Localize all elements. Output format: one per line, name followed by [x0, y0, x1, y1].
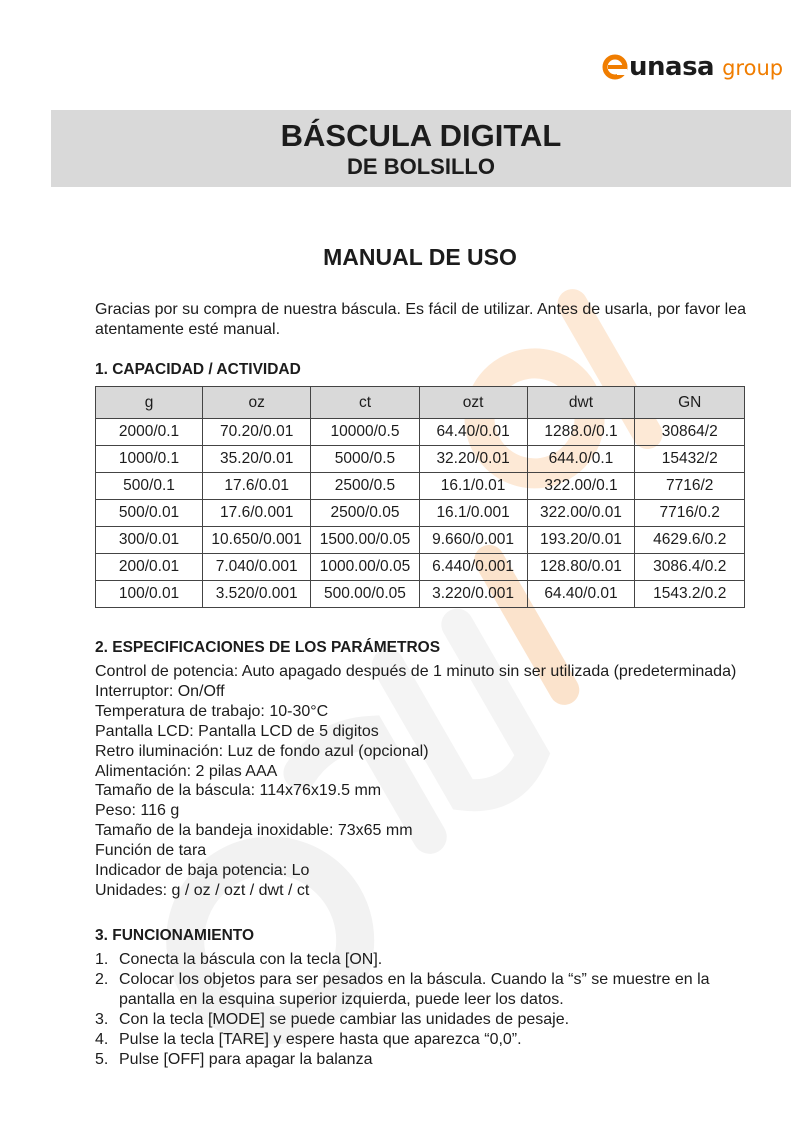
table-cell: 193.20/0.01 [527, 527, 635, 554]
table-cell: 10000/0.5 [311, 419, 419, 446]
table-cell: 5000/0.5 [311, 446, 419, 473]
parameter-line: Función de tara [95, 842, 207, 860]
parameter-line: Control de potencia: Auto apagado después de 1 minuto sin ser utilizada (predeterminada) [95, 663, 737, 680]
parameters-list [95, 662, 755, 901]
manual-title: MANUAL DE USO [323, 244, 517, 270]
list-item [95, 1010, 750, 1030]
table-cell: 32.20/0.01 [419, 446, 527, 473]
table-cell: 6.440/0.001 [419, 554, 527, 581]
parameter-line: Interruptor: On/Off [95, 682, 225, 700]
parameter-line: Retro iluminación: Luz de fondo azul (opcional) [95, 742, 429, 760]
parameter-line: Unidades: g / oz / ozt / dwt / ct [95, 881, 310, 899]
table-cell: 7.040/0.001 [203, 554, 311, 581]
table-row [96, 581, 745, 608]
table-row [96, 527, 745, 554]
table-row [96, 419, 745, 446]
table-cell: 2500/0.05 [311, 500, 419, 527]
list-item [95, 950, 750, 970]
table-cell: 644.0/0.1 [527, 446, 635, 473]
parameter-line: Tamaño de la báscula: 114x76x19.5 mm [95, 782, 382, 800]
parameter-line: Tamaño de la bandeja inoxidable: 73x65 mm [95, 822, 413, 840]
column-header: ozt [419, 387, 527, 419]
table-cell: 64.40/0.01 [419, 419, 527, 446]
table-cell: 17.6/0.01 [203, 473, 311, 500]
table-cell: 3.520/0.001 [203, 581, 311, 608]
parameter-line: Alimentación: 2 pilas AAA [95, 762, 278, 780]
brand-e-icon [602, 54, 628, 80]
table-cell: 16.1/0.01 [419, 473, 527, 500]
step-text: Con la tecla [MODE] se puede cambiar las unidades de pesaje. [119, 1010, 570, 1028]
table-row [96, 473, 745, 500]
table-cell: 9.660/0.001 [419, 527, 527, 554]
column-header: ct [311, 387, 419, 419]
table-cell: 17.6/0.001 [203, 500, 311, 527]
table-cell: 10.650/0.001 [203, 527, 311, 554]
table-cell: 322.00/0.01 [527, 500, 635, 527]
table-header-row [96, 387, 745, 419]
table-cell: 1288.0/0.1 [527, 419, 635, 446]
table-cell: 500/0.1 [96, 473, 203, 500]
table-cell: 300/0.01 [96, 527, 203, 554]
table-cell: 2000/0.1 [96, 419, 203, 446]
list-item [95, 970, 750, 1010]
table-cell: 3086.4/0.2 [635, 554, 745, 581]
table-cell: 1000/0.1 [96, 446, 203, 473]
step-number: 1. [95, 951, 109, 968]
section-3-heading: 3. FUNCIONAMIENTO [95, 927, 255, 944]
column-header: oz [203, 387, 311, 419]
step-text: Pulse [OFF] para apagar la balanza [119, 1050, 373, 1068]
parameter-line: Temperatura de trabajo: 10-30°C [95, 702, 329, 720]
table-cell: 64.40/0.01 [527, 581, 635, 608]
table-cell: 35.20/0.01 [203, 446, 311, 473]
table-cell: 7716/0.2 [635, 500, 745, 527]
brand-logo [602, 48, 783, 80]
parameter-line: Peso: 116 g [95, 802, 180, 820]
table-cell: 1000.00/0.05 [311, 554, 419, 581]
table-cell: 500.00/0.05 [311, 581, 419, 608]
column-header: dwt [527, 387, 635, 419]
brand-name: unasa [629, 52, 715, 82]
title-banner [51, 110, 791, 187]
column-header: g [96, 387, 203, 419]
step-number: 3. [95, 1010, 109, 1028]
table-cell: 16.1/0.001 [419, 500, 527, 527]
parameter-line: Pantalla LCD: Pantalla LCD de 5 digitos [95, 722, 379, 740]
document-title: BÁSCULA DIGITAL [280, 118, 562, 153]
capacity-table [95, 386, 745, 608]
table-cell: 2500/0.5 [311, 473, 419, 500]
table-cell: 128.80/0.01 [527, 554, 635, 581]
table-cell: 4629.6/0.2 [635, 527, 745, 554]
brand-suffix: group [722, 56, 784, 80]
table-cell: 1500.00/0.05 [311, 527, 419, 554]
step-text: Pulse la tecla [TARE] y espere hasta que aparezca “0,0”. [119, 1030, 522, 1048]
table-cell: 1543.2/0.2 [635, 581, 745, 608]
step-text: Conecta la báscula con la tecla [ON]. [119, 951, 383, 968]
list-item [95, 1030, 750, 1050]
table-row [96, 446, 745, 473]
table-cell: 500/0.01 [96, 500, 203, 527]
table-cell: 15432/2 [635, 446, 745, 473]
section-2-heading: 2. ESPECIFICACIONES DE LOS PARÁMETROS [95, 639, 441, 656]
intro-paragraph: Gracias por su compra de nuestra báscula. Es fácil de utilizar. Antes de usarla, por favor lea atentamente esté manual. [95, 301, 746, 338]
table-cell: 100/0.01 [96, 581, 203, 608]
section-1-heading: 1. CAPACIDAD / ACTIVIDAD [95, 361, 301, 378]
parameter-line: Indicador de baja potencia: Lo [95, 862, 310, 880]
step-number: 5. [95, 1050, 109, 1068]
operation-steps [95, 950, 750, 1069]
step-text: Colocar los objetos para ser pesados en la báscula. Cuando la “s” se muestre en la pantalla en la esquina superior izquierda, puede leer los datos. [119, 970, 710, 1008]
table-cell: 322.00/0.1 [527, 473, 635, 500]
table-cell: 3.220/0.001 [419, 581, 527, 608]
document-subtitle: DE BOLSILLO [347, 154, 495, 179]
table-row [96, 554, 745, 581]
table-row [96, 500, 745, 527]
table-cell: 7716/2 [635, 473, 745, 500]
table-cell: 70.20/0.01 [203, 419, 311, 446]
column-header: GN [635, 387, 745, 419]
step-number: 2. [95, 970, 109, 988]
step-number: 4. [95, 1030, 109, 1048]
table-cell: 200/0.01 [96, 554, 203, 581]
list-item [95, 1050, 750, 1070]
table-cell: 30864/2 [635, 419, 745, 446]
